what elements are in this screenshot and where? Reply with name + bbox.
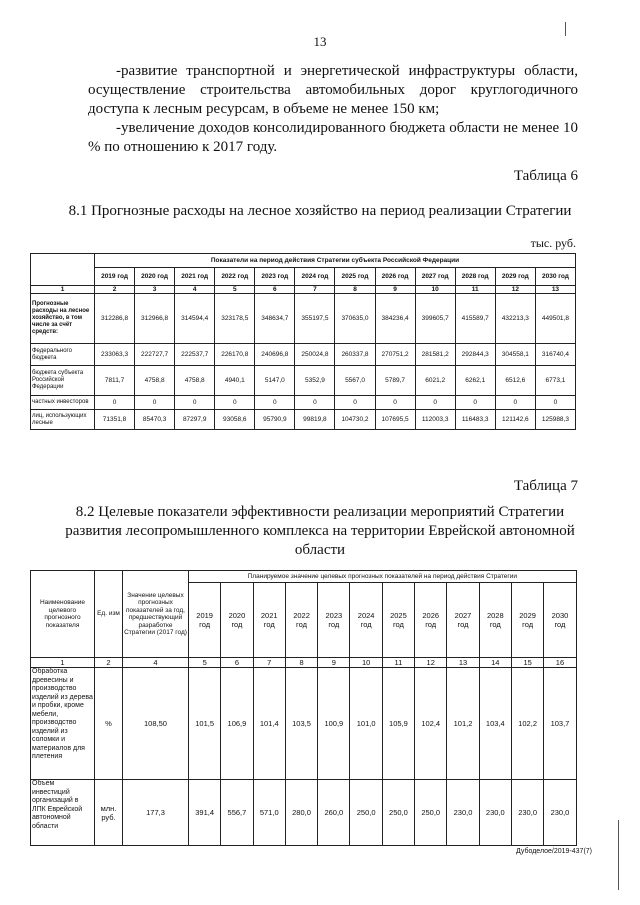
table-cell: 260,0 bbox=[318, 780, 350, 846]
table6-year-header: 2024 год bbox=[295, 268, 335, 286]
table6-col-number: 4 bbox=[175, 286, 215, 294]
table-cell: 323178,5 bbox=[215, 294, 255, 344]
table-cell: 0 bbox=[215, 396, 255, 410]
table7-col-number: 14 bbox=[479, 658, 511, 668]
table-cell: 125988,3 bbox=[535, 410, 575, 430]
table-cell: 370635,0 bbox=[335, 294, 375, 344]
table-cell: 281581,2 bbox=[415, 344, 455, 366]
table-cell: 5567,0 bbox=[335, 366, 375, 396]
table-cell: 103,4 bbox=[479, 668, 511, 780]
unit-cell: % bbox=[95, 668, 123, 780]
table7-label: Таблица 7 bbox=[513, 478, 578, 494]
table6-year-header: 2021 год bbox=[175, 268, 215, 286]
table6-col-number: 9 bbox=[375, 286, 415, 294]
table-cell: 384236,4 bbox=[375, 294, 415, 344]
table-cell: 0 bbox=[375, 396, 415, 410]
table-cell: 230,0 bbox=[447, 780, 479, 846]
base-value-cell: 177,3 bbox=[123, 780, 189, 846]
table7-year-header: 2028 год bbox=[479, 583, 511, 658]
table6-corner bbox=[31, 254, 95, 286]
table-cell: 104730,2 bbox=[335, 410, 375, 430]
table6-year-header: 2022 год bbox=[215, 268, 255, 286]
table-cell: 101,2 bbox=[447, 668, 479, 780]
table-cell: 432213,3 bbox=[495, 294, 535, 344]
table-cell: 6021,2 bbox=[415, 366, 455, 396]
paragraph: -развитие транспортной и энергетической инфраструктуры области, осуществление строительства автомобильных дорог круглогодичного доступа к лесным ресурсам, в объеме не менее 150 км; bbox=[88, 63, 578, 117]
table6-col-number: 13 bbox=[535, 286, 575, 294]
table-cell: 415589,7 bbox=[455, 294, 495, 344]
table-cell: 280,0 bbox=[285, 780, 317, 846]
table-cell: 0 bbox=[255, 396, 295, 410]
table-cell: 0 bbox=[95, 396, 135, 410]
document-code: Дубоделое/2019-437(7) bbox=[516, 848, 592, 855]
table-cell: 100,9 bbox=[318, 668, 350, 780]
table-cell: 0 bbox=[335, 396, 375, 410]
table6-col-number: 5 bbox=[215, 286, 255, 294]
table7-col-number: 6 bbox=[221, 658, 253, 668]
table6-year-header: 2023 год bbox=[255, 268, 295, 286]
table6-title: 8.1 Прогнозные расходы на лесное хозяйство на период реализации Стратегии bbox=[68, 203, 572, 219]
table-cell: 304558,1 bbox=[495, 344, 535, 366]
table6-group-header: Показатели на период действия Стратегии субъекта Российской Федерации bbox=[95, 254, 576, 268]
scan-mark bbox=[618, 820, 619, 890]
table7-year-header: 2027 год bbox=[447, 583, 479, 658]
table6-col-number: 7 bbox=[295, 286, 335, 294]
table-cell: 292844,3 bbox=[455, 344, 495, 366]
table-cell: 7811,7 bbox=[95, 366, 135, 396]
table6-col-number: 10 bbox=[415, 286, 455, 294]
table7-col-number: 1 bbox=[31, 658, 95, 668]
table6-year-header: 2026 год bbox=[375, 268, 415, 286]
table6-year-header: 2019 год bbox=[95, 268, 135, 286]
table7-year-header: 2026 год bbox=[415, 583, 447, 658]
table7-header-name: Наименование целевого прогнозного показателя bbox=[31, 571, 95, 658]
table6-year-header: 2030 год bbox=[535, 268, 575, 286]
table-cell: 391,4 bbox=[189, 780, 221, 846]
table7-col-number: 10 bbox=[350, 658, 382, 668]
table7-year-header: 2024 год bbox=[350, 583, 382, 658]
table6-year-header: 2028 год bbox=[455, 268, 495, 286]
table-cell: 6262,1 bbox=[455, 366, 495, 396]
table-cell: 449501,8 bbox=[535, 294, 575, 344]
table-cell: 6512,6 bbox=[495, 366, 535, 396]
table7-col-number: 11 bbox=[382, 658, 414, 668]
table-cell: 222727,7 bbox=[135, 344, 175, 366]
table-row bbox=[31, 668, 577, 780]
paragraph: -увеличение доходов консолидированного бюджета области не менее 10 % по отношению к 2017 году. bbox=[88, 120, 578, 155]
table-cell: 230,0 bbox=[544, 780, 576, 846]
row-label: Федерального бюджета bbox=[31, 344, 95, 366]
row-label: Объем инвестиций организаций в ЛПК Еврейской автономной области bbox=[31, 780, 95, 846]
table-cell: 571,0 bbox=[253, 780, 285, 846]
table-cell: 5147,0 bbox=[255, 366, 295, 396]
table-cell: 0 bbox=[495, 396, 535, 410]
table7-col-number: 7 bbox=[253, 658, 285, 668]
table7-col-number: 16 bbox=[544, 658, 576, 668]
table7-col-number: 2 bbox=[95, 658, 123, 668]
table6-col-number: 6 bbox=[255, 286, 295, 294]
table-cell: 226170,8 bbox=[215, 344, 255, 366]
table-cell: 230,0 bbox=[511, 780, 543, 846]
table-row bbox=[31, 294, 576, 344]
table6-col-number: 12 bbox=[495, 286, 535, 294]
table-row bbox=[31, 396, 576, 410]
table-cell: 103,7 bbox=[544, 668, 576, 780]
table7-header-plan: Планируемое значение целевых прогнозных показателей на период действия Стратегии bbox=[189, 571, 577, 583]
table7-colnum-row bbox=[31, 658, 577, 668]
table6-col-number: 11 bbox=[455, 286, 495, 294]
table-cell: 4758,8 bbox=[135, 366, 175, 396]
table7-col-number: 15 bbox=[511, 658, 543, 668]
table7-title: 8.2 Целевые показатели эффективности реализации мероприятий Стратегии развития лесопромышленного комплекса на территории Еврейской автономной области bbox=[65, 504, 575, 558]
table7-col-number: 4 bbox=[123, 658, 189, 668]
table-cell: 4940,1 bbox=[215, 366, 255, 396]
table-cell: 102,4 bbox=[415, 668, 447, 780]
table-cell: 101,4 bbox=[253, 668, 285, 780]
table6-colnum-row bbox=[31, 286, 576, 294]
table-row bbox=[31, 344, 576, 366]
table6-col-number: 3 bbox=[135, 286, 175, 294]
table-cell: 260337,8 bbox=[335, 344, 375, 366]
table-cell: 0 bbox=[175, 396, 215, 410]
table7-col-number: 9 bbox=[318, 658, 350, 668]
page-number: 13 bbox=[313, 34, 327, 49]
table-cell: 240696,8 bbox=[255, 344, 295, 366]
table6-col-number: 8 bbox=[335, 286, 375, 294]
row-label: Обработка древесины и производство изделий из дерева и пробки, кроме мебели, производство изделий из соломки и материалов для плетения bbox=[31, 668, 95, 780]
table6 bbox=[30, 253, 576, 430]
table-cell: 102,2 bbox=[511, 668, 543, 780]
base-value-cell: 108,50 bbox=[123, 668, 189, 780]
unit-cell: млн. руб. bbox=[95, 780, 123, 846]
table-cell: 93058,6 bbox=[215, 410, 255, 430]
row-label: бюджета субъекта Российской Федерации bbox=[31, 366, 95, 396]
table7-col-number: 12 bbox=[415, 658, 447, 668]
table-cell: 0 bbox=[415, 396, 455, 410]
table-cell: 0 bbox=[135, 396, 175, 410]
table-cell: 103,5 bbox=[285, 668, 317, 780]
table-cell: 87297,9 bbox=[175, 410, 215, 430]
table-cell: 312286,8 bbox=[95, 294, 135, 344]
table7-col-number: 8 bbox=[285, 658, 317, 668]
table6-year-header: 2025 год bbox=[335, 268, 375, 286]
table-row bbox=[31, 366, 576, 396]
row-label: лиц, использующих лесные bbox=[31, 410, 95, 430]
table-cell: 233063,3 bbox=[95, 344, 135, 366]
table7-year-header: 2022 год bbox=[285, 583, 317, 658]
table-cell: 0 bbox=[535, 396, 575, 410]
table-cell: 116483,3 bbox=[455, 410, 495, 430]
table7-year-header: 2029 год bbox=[511, 583, 543, 658]
table-cell: 5352,9 bbox=[295, 366, 335, 396]
table6-year-header: 2027 год bbox=[415, 268, 455, 286]
table-cell: 270751,2 bbox=[375, 344, 415, 366]
table-cell: 121142,6 bbox=[495, 410, 535, 430]
table7 bbox=[30, 570, 577, 846]
row-label: частных инвесторов bbox=[31, 396, 95, 410]
table7-col-number: 5 bbox=[189, 658, 221, 668]
table7-year-header: 2019 год bbox=[189, 583, 221, 658]
table6-year-header: 2029 год bbox=[495, 268, 535, 286]
table7-header-unit: Ед. изм bbox=[95, 571, 123, 658]
table-cell: 230,0 bbox=[479, 780, 511, 846]
table-cell: 85470,3 bbox=[135, 410, 175, 430]
table-cell: 105,9 bbox=[382, 668, 414, 780]
table-row bbox=[31, 410, 576, 430]
table7-year-header: 2025 год bbox=[382, 583, 414, 658]
table-cell: 107695,5 bbox=[375, 410, 415, 430]
table-cell: 95790,9 bbox=[255, 410, 295, 430]
table-cell: 112003,3 bbox=[415, 410, 455, 430]
table-cell: 250024,8 bbox=[295, 344, 335, 366]
table-cell: 222537,7 bbox=[175, 344, 215, 366]
table7-year-header: 2021 год bbox=[253, 583, 285, 658]
table-cell: 0 bbox=[295, 396, 335, 410]
table-cell: 6773,1 bbox=[535, 366, 575, 396]
body-text bbox=[88, 62, 578, 157]
table6-unit: тыс. руб. bbox=[530, 236, 576, 250]
table-cell: 101,5 bbox=[189, 668, 221, 780]
table6-col-number: 1 bbox=[31, 286, 95, 294]
table-cell: 355197,5 bbox=[295, 294, 335, 344]
table-cell: 71351,8 bbox=[95, 410, 135, 430]
table-cell: 348634,7 bbox=[255, 294, 295, 344]
table-cell: 250,0 bbox=[350, 780, 382, 846]
table-cell: 101,0 bbox=[350, 668, 382, 780]
table-cell: 4758,8 bbox=[175, 366, 215, 396]
table7-year-header: 2020 год bbox=[221, 583, 253, 658]
table7-year-header: 2023 год bbox=[318, 583, 350, 658]
table-cell: 399605,7 bbox=[415, 294, 455, 344]
table6-label: Таблица 6 bbox=[513, 168, 578, 184]
table-cell: 556,7 bbox=[221, 780, 253, 846]
table7-col-number: 13 bbox=[447, 658, 479, 668]
table-cell: 314594,4 bbox=[175, 294, 215, 344]
table-cell: 106,9 bbox=[221, 668, 253, 780]
table6-year-header: 2020 год bbox=[135, 268, 175, 286]
table7-year-header: 2030 год bbox=[544, 583, 576, 658]
table6-years-row bbox=[31, 268, 576, 286]
table-cell: 250,0 bbox=[415, 780, 447, 846]
table7-header-base: Значение целевых прогнозных показателей за год, предшествующий разработке Стратегии (2017 год) bbox=[123, 571, 189, 658]
table-cell: 316740,4 bbox=[535, 344, 575, 366]
table-cell: 99819,8 bbox=[295, 410, 335, 430]
table6-col-number: 2 bbox=[95, 286, 135, 294]
table-cell: 5789,7 bbox=[375, 366, 415, 396]
scan-mark bbox=[565, 22, 566, 36]
table-row bbox=[31, 780, 577, 846]
table-cell: 0 bbox=[455, 396, 495, 410]
row-label: Прогнозные расходы на лесное хозяйство, в том числе за счёт средств: bbox=[31, 294, 95, 344]
table-cell: 250,0 bbox=[382, 780, 414, 846]
table-cell: 312966,8 bbox=[135, 294, 175, 344]
